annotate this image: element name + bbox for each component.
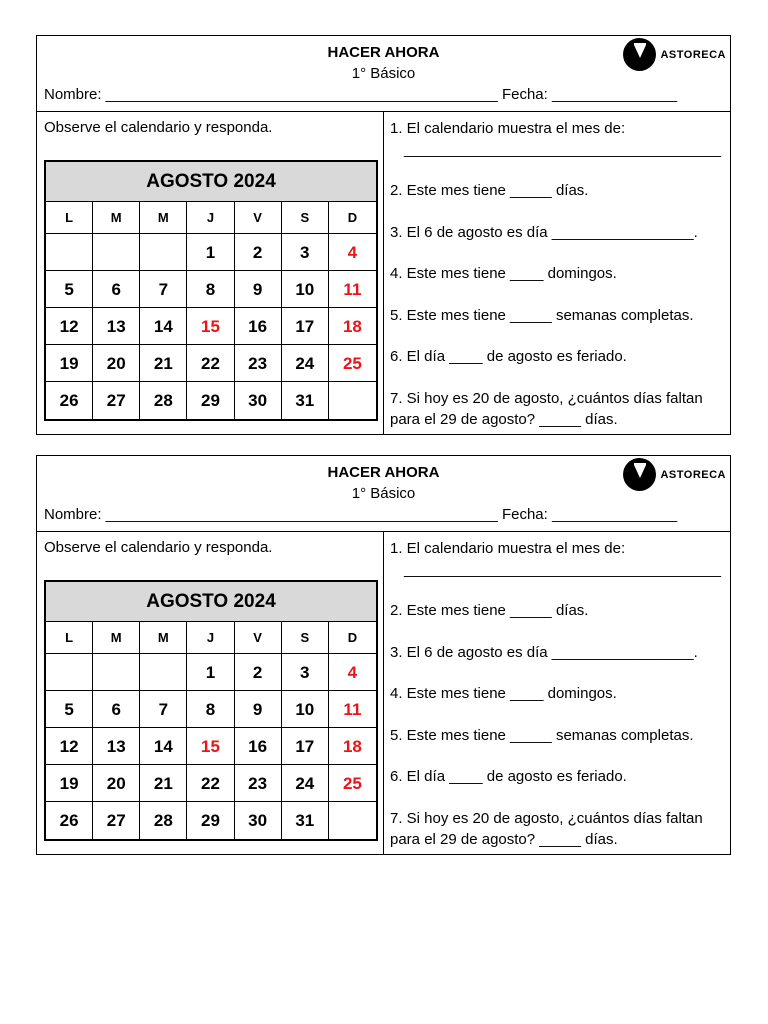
calendar-day-cell: 26 bbox=[46, 382, 93, 419]
question-1-answer-line: ______________________________________ bbox=[404, 561, 722, 578]
calendar-day-cell bbox=[329, 802, 376, 839]
calendar-day-cell: 13 bbox=[93, 308, 140, 345]
worksheet-bottom bbox=[36, 455, 731, 855]
worksheet-subtitle: 1° Básico bbox=[351, 65, 416, 82]
name-date-line: Nombre: _______________________________________________ Fecha: _______________ bbox=[44, 506, 678, 523]
question-1-text: 1. El calendario muestra el mes de: bbox=[390, 540, 626, 557]
calendar-day-cell: 20 bbox=[93, 345, 140, 382]
calendar-day-cell bbox=[140, 654, 187, 691]
calendar-day-cell: 7 bbox=[140, 691, 187, 728]
calendar-day-cell: 3 bbox=[282, 654, 329, 691]
astoreca-logo bbox=[623, 38, 726, 71]
calendar-day-cell: 18 bbox=[329, 728, 376, 765]
calendar-day-cell: 4 bbox=[329, 654, 376, 691]
question-3: 3. El 6 de agosto es día _________________. bbox=[390, 644, 698, 661]
calendar-day-cell: 1 bbox=[187, 654, 234, 691]
worksheet-title: HACER AHORA bbox=[327, 44, 440, 61]
question-7-line-2: para el 29 de agosto? _____ días. bbox=[390, 831, 618, 848]
calendar-day-cell: 28 bbox=[140, 802, 187, 839]
question-1-answer-line: ______________________________________ bbox=[404, 141, 722, 158]
calendar-week-row bbox=[46, 271, 376, 308]
calendar-day-cell: 6 bbox=[93, 271, 140, 308]
day-header: V bbox=[235, 622, 282, 654]
calendar-week-row bbox=[46, 802, 376, 839]
question-3: 3. El 6 de agosto es día _________________. bbox=[390, 224, 698, 241]
day-header: L bbox=[46, 622, 93, 654]
calendar-day-cell: 3 bbox=[282, 234, 329, 271]
calendar-day-cell: 15 bbox=[187, 308, 234, 345]
calendar-day-cell: 27 bbox=[93, 802, 140, 839]
calendar-day-cell: 14 bbox=[140, 728, 187, 765]
calendar-day-cell: 15 bbox=[187, 728, 234, 765]
calendar-day-cell: 10 bbox=[282, 691, 329, 728]
question-5: 5. Este mes tiene _____ semanas completas. bbox=[390, 307, 694, 324]
day-header: M bbox=[140, 202, 187, 234]
name-date-line: Nombre: _______________________________________________ Fecha: _______________ bbox=[44, 86, 678, 103]
calendar-day-cell: 18 bbox=[329, 308, 376, 345]
calendar-section bbox=[37, 532, 384, 854]
calendar-title: AGOSTO 2024 bbox=[46, 162, 376, 202]
day-header: M bbox=[93, 202, 140, 234]
question-4: 4. Este mes tiene ____ domingos. bbox=[390, 265, 617, 282]
logo-badge-icon bbox=[623, 38, 656, 71]
question-2: 2. Este mes tiene _____ días. bbox=[390, 602, 589, 619]
instruction-text: Observe el calendario y responda. bbox=[44, 119, 273, 136]
calendar-week-row bbox=[46, 234, 376, 271]
question-7 bbox=[390, 808, 730, 850]
question-6: 6. El día ____ de agosto es feriado. bbox=[390, 768, 627, 785]
calendar-day-cell bbox=[46, 654, 93, 691]
calendar-week-row bbox=[46, 765, 376, 802]
worksheet-header bbox=[37, 36, 730, 112]
calendar-day-cell: 8 bbox=[187, 271, 234, 308]
calendar-day-cell: 27 bbox=[93, 382, 140, 419]
question-1-text: 1. El calendario muestra el mes de: bbox=[390, 120, 626, 137]
calendar-day-headers bbox=[46, 202, 376, 234]
calendar bbox=[44, 580, 378, 841]
calendar-day-cell: 31 bbox=[282, 382, 329, 419]
calendar-day-cell: 12 bbox=[46, 728, 93, 765]
day-header: L bbox=[46, 202, 93, 234]
calendar-day-cell: 1 bbox=[187, 234, 234, 271]
calendar-day-cell: 29 bbox=[187, 802, 234, 839]
calendar-day-cell: 2 bbox=[235, 654, 282, 691]
worksheet-title: HACER AHORA bbox=[327, 464, 440, 481]
calendar-day-cell: 23 bbox=[235, 345, 282, 382]
calendar-day-cell: 25 bbox=[329, 765, 376, 802]
day-header: M bbox=[93, 622, 140, 654]
questions-section bbox=[384, 532, 730, 854]
calendar bbox=[44, 160, 378, 421]
question-6: 6. El día ____ de agosto es feriado. bbox=[390, 348, 627, 365]
calendar-day-cell: 14 bbox=[140, 308, 187, 345]
question-2: 2. Este mes tiene _____ días. bbox=[390, 182, 589, 199]
calendar-week-row bbox=[46, 691, 376, 728]
question-7-line-2: para el 29 de agosto? _____ días. bbox=[390, 411, 618, 428]
logo-badge-icon bbox=[623, 458, 656, 491]
calendar-day-cell: 21 bbox=[140, 345, 187, 382]
logo-text: ASTORECA bbox=[660, 48, 726, 61]
day-header: M bbox=[140, 622, 187, 654]
day-header: S bbox=[282, 622, 329, 654]
astoreca-logo bbox=[623, 458, 726, 491]
calendar-day-cell: 16 bbox=[235, 728, 282, 765]
question-7-line-1: 7. Si hoy es 20 de agosto, ¿cuántos días faltan bbox=[390, 390, 703, 407]
logo-text: ASTORECA bbox=[660, 468, 726, 481]
calendar-day-cell: 16 bbox=[235, 308, 282, 345]
calendar-day-cell: 19 bbox=[46, 345, 93, 382]
calendar-day-cell: 19 bbox=[46, 765, 93, 802]
question-7 bbox=[390, 388, 730, 430]
calendar-day-cell: 21 bbox=[140, 765, 187, 802]
calendar-day-cell: 13 bbox=[93, 728, 140, 765]
worksheet-header bbox=[37, 456, 730, 532]
calendar-day-cell: 20 bbox=[93, 765, 140, 802]
calendar-day-cell: 9 bbox=[235, 691, 282, 728]
calendar-day-cell: 17 bbox=[282, 728, 329, 765]
question-5: 5. Este mes tiene _____ semanas completas. bbox=[390, 727, 694, 744]
calendar-day-cell: 24 bbox=[282, 765, 329, 802]
calendar-day-cell: 6 bbox=[93, 691, 140, 728]
calendar-day-cell: 12 bbox=[46, 308, 93, 345]
calendar-week-row bbox=[46, 728, 376, 765]
calendar-day-cell: 23 bbox=[235, 765, 282, 802]
calendar-day-cell: 10 bbox=[282, 271, 329, 308]
calendar-day-cell: 26 bbox=[46, 802, 93, 839]
calendar-week-row bbox=[46, 382, 376, 419]
calendar-day-cell: 2 bbox=[235, 234, 282, 271]
calendar-day-cell: 29 bbox=[187, 382, 234, 419]
calendar-day-cell bbox=[46, 234, 93, 271]
calendar-day-cell bbox=[140, 234, 187, 271]
calendar-week-row bbox=[46, 308, 376, 345]
calendar-week-row bbox=[46, 654, 376, 691]
calendar-day-cell bbox=[93, 654, 140, 691]
day-header: S bbox=[282, 202, 329, 234]
calendar-day-cell: 8 bbox=[187, 691, 234, 728]
calendar-section bbox=[37, 112, 384, 434]
day-header: V bbox=[235, 202, 282, 234]
worksheet-subtitle: 1° Básico bbox=[351, 485, 416, 502]
calendar-day-cell: 30 bbox=[235, 382, 282, 419]
calendar-day-cell: 9 bbox=[235, 271, 282, 308]
calendar-day-cell: 11 bbox=[329, 271, 376, 308]
calendar-day-cell: 4 bbox=[329, 234, 376, 271]
calendar-day-cell: 5 bbox=[46, 271, 93, 308]
calendar-day-cell: 31 bbox=[282, 802, 329, 839]
instruction-text: Observe el calendario y responda. bbox=[44, 539, 273, 556]
day-header: D bbox=[329, 202, 376, 234]
calendar-week-row bbox=[46, 345, 376, 382]
question-1 bbox=[390, 538, 730, 580]
question-1 bbox=[390, 118, 730, 160]
calendar-day-cell: 25 bbox=[329, 345, 376, 382]
calendar-day-cell bbox=[329, 382, 376, 419]
calendar-day-cell: 22 bbox=[187, 345, 234, 382]
calendar-day-cell: 22 bbox=[187, 765, 234, 802]
calendar-title: AGOSTO 2024 bbox=[46, 582, 376, 622]
calendar-day-cell: 30 bbox=[235, 802, 282, 839]
calendar-day-cell: 5 bbox=[46, 691, 93, 728]
calendar-day-cell: 24 bbox=[282, 345, 329, 382]
calendar-day-cell: 11 bbox=[329, 691, 376, 728]
day-header: D bbox=[329, 622, 376, 654]
worksheet-top bbox=[36, 35, 731, 435]
questions-section bbox=[384, 112, 730, 434]
calendar-day-cell: 7 bbox=[140, 271, 187, 308]
calendar-day-cell: 17 bbox=[282, 308, 329, 345]
calendar-day-cell bbox=[93, 234, 140, 271]
calendar-day-headers bbox=[46, 622, 376, 654]
question-7-line-1: 7. Si hoy es 20 de agosto, ¿cuántos días faltan bbox=[390, 810, 703, 827]
day-header: J bbox=[187, 202, 234, 234]
question-4: 4. Este mes tiene ____ domingos. bbox=[390, 685, 617, 702]
calendar-day-cell: 28 bbox=[140, 382, 187, 419]
day-header: J bbox=[187, 622, 234, 654]
